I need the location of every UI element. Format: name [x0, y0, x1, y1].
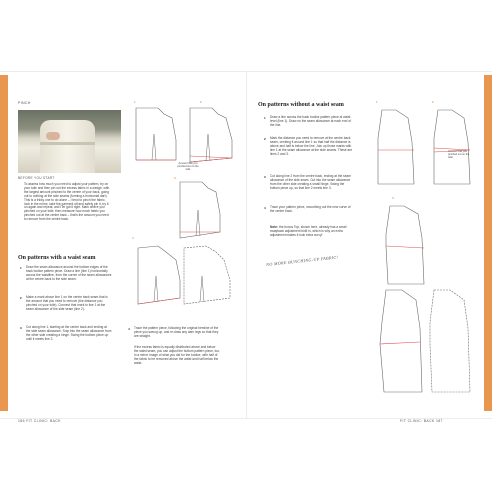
bodice-diagram-r1: [374, 108, 418, 188]
heading-no-waist-seam: On patterns without a waist seam: [258, 102, 344, 108]
section-label: PINCH: [18, 101, 31, 105]
step-text: Trace the pattern piece, following the original hemline of the piece you swung up, and re-draw any darn legs so that they are straight.: [134, 326, 219, 338]
heading-waist-seam: On patterns with a waist seam: [18, 255, 96, 261]
fig-note: Amount that you pinched out on the toile: [177, 162, 199, 171]
step-number: 4: [264, 206, 266, 210]
fig-label: 4: [132, 236, 134, 240]
note-text: the bonus Top, shown here, already has a small swayback adjustment built in, which is why an extra adjustment makes it look extra curvy!: [270, 225, 347, 237]
bodice-diagram-4: [134, 244, 234, 316]
dress-waist: [40, 142, 95, 145]
step-text: Trace your pattern piece, smoothing out the new curve of the centre back.: [270, 205, 351, 213]
fig-label: 2: [432, 100, 434, 104]
step-text: Draw a line across the back bodice pattern piece at waist level (line 1). Draw on the seam allowance at each end of the line.: [270, 115, 351, 127]
fig-label: 1: [134, 100, 136, 104]
toile-photo: [18, 110, 121, 173]
step-text: Make a mark above line 1 on the centre back seam that is the amount that you need to remove (the distance you pinched on your toile). Connect that mark to line 1 at the seam allowance of the side seam (line 2).: [26, 295, 108, 311]
step-number: 2: [264, 137, 266, 141]
step-text: Draw the seam allowance around the bottom edges of the back bodice pattern piece. Draw a line (line 1) horizontally across the waistline, from the corner of the seam allowances at the centre back to the side seam.: [26, 265, 112, 281]
note-label: Note:: [270, 225, 279, 229]
bodice-diagram-r4: [376, 288, 476, 398]
bodice-diagram-3: [176, 180, 226, 244]
intro-text: To assess how much you need to adjust your pattern, try on your toile and then pin out the excess fabric in a wedge, with the largest amount pinched to the centre of your back, going out to nothing at the side seams (forming a horizontal dart). This is a tricky one to do alone – I tend to pinch the fabric, look in the mirror, take the garment off and safely pin it, try it on again and repeat, and I've got it right. Mark where you pinched on your toile, then measure how much fabric you pinched out at the centre back – that's the amount you need to remove from the centre back.: [24, 182, 110, 222]
before-heading: BEFORE YOU START: [18, 176, 55, 180]
step-number: 2: [20, 296, 22, 300]
fig-label: 1: [376, 100, 378, 104]
step-number: 3: [20, 326, 22, 330]
step-text: Mark the distance you need to remove at the centre back seam, centring it around line 1 so that half the distance is above and half is below the line. Join up those marks with line 1 at the seam allowance at the side seams. These are lines 2 and 3.: [270, 136, 353, 156]
step-text: Cut along line 2 from the centre back, ending at the seam allowance of the side seam. Cut into the seam allowance from the other side creating a small hinge. Swing the bottom piece up, so that line 2 meets line 3.: [270, 174, 351, 190]
step-number: 4: [128, 327, 130, 331]
bodice-diagram-r3: [382, 204, 430, 288]
fig-label: 2: [200, 100, 202, 104]
page-gutter: [246, 72, 247, 418]
step-number: 3: [264, 175, 266, 179]
step-number: 1: [20, 266, 22, 270]
bodice-diagram-2: [186, 106, 238, 166]
note-paragraph: [270, 226, 354, 238]
right-folio: FIT CLINIC: BACK 187: [400, 419, 443, 424]
pinching-hand: [46, 132, 60, 140]
fig-label: 3: [174, 176, 176, 180]
fig-label: 3: [392, 196, 394, 200]
step-number: 1: [264, 116, 266, 120]
handwritten-note: NO MORE BUNCHING-UP FABRIC!: [265, 254, 339, 268]
left-page-edge: [0, 75, 8, 411]
right-page-edge: [484, 75, 492, 411]
dress-figure: [40, 120, 95, 173]
bodice-diagram-1: [132, 106, 182, 166]
bodice-diagram-r2: [430, 108, 476, 188]
step-text: Cut along line 1, starting at the centre back and ending at the side seam allowance. Snip into the seam allowance from the other side creating a hinge. Swing the bottom piece up until it meets line 2.: [26, 325, 112, 341]
fig-note: Amount that you pinched out on the toile: [448, 150, 470, 159]
left-folio: 186 FIT CLINIC: BACK: [18, 419, 61, 424]
trace-note: If the excess fabric is equally distributed above and below the waist seam, you can adjust the bottom pattern piece, too, in a mirror image of what you did for the bodice, with half of the fabric to be removed above the waist and half below the waist.: [134, 345, 220, 365]
